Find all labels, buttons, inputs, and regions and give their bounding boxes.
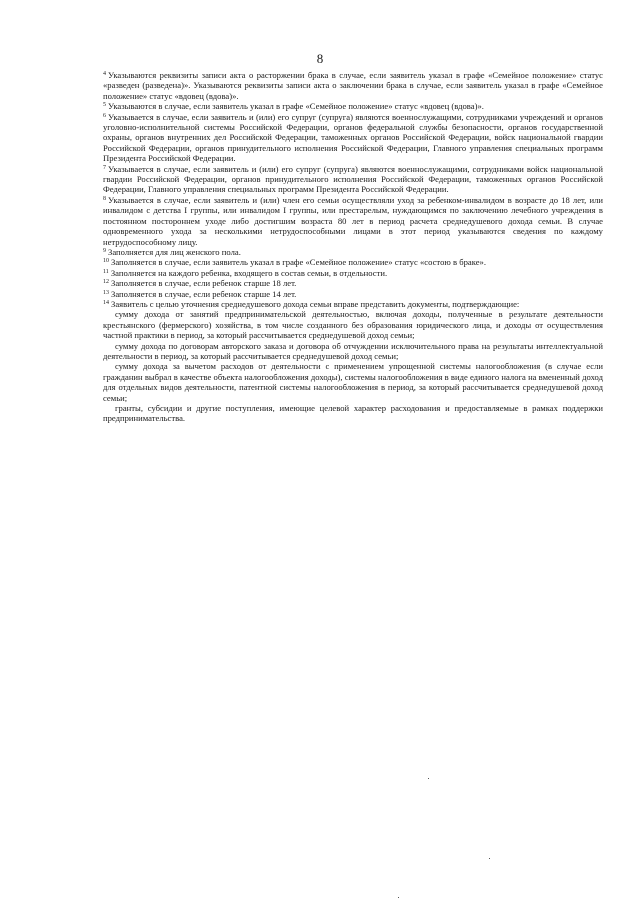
footnote-9 bbox=[103, 247, 603, 257]
footnote-number: 10 bbox=[103, 258, 110, 265]
footnote-number: 8 bbox=[103, 195, 107, 202]
footnote-number: 5 bbox=[103, 102, 107, 109]
page-number: 8 bbox=[316, 51, 324, 66]
footnote-text: Заполняется в случае, если ребенок старше 18 лет. bbox=[111, 278, 297, 289]
income-paragraph-tax-systems: сумму дохода за вычетом расходов от деятельности с применением упрощенной системы налогообложения (в случае если гражданин выбрал в качестве объекта налогообложения доходы), системы налогообложения в виде единого налога на вмененный доход для отдельных видов деятельности, патентной системы налогообложения в период, за который рассчитывается среднедушевой доход семьи; bbox=[103, 361, 603, 403]
scan-speck bbox=[489, 858, 490, 859]
footnote-number: 12 bbox=[103, 279, 110, 286]
footnote-number: 14 bbox=[103, 299, 110, 306]
income-paragraph-grants: гранты, субсидии и другие поступления, имеющие целевой характер расходования и предоставляемые в рамках поддержки предпринимательства. bbox=[103, 403, 603, 424]
footnote-11 bbox=[103, 268, 603, 278]
footnote-13 bbox=[103, 289, 603, 299]
income-paragraph-business: сумму дохода от занятий предпринимательской деятельностью, включая доходы, полученные в результате деятельности крестьянского (фермерского) хозяйства, в том числе созданного без образования юридического лица, и доходы от осуществления частной практики в период, за который рассчитывается среднедушевой доход семьи; bbox=[103, 309, 603, 341]
footnote-7 bbox=[103, 164, 603, 195]
footnote-text: Заполняется в случае, если ребенок старше 14 лет. bbox=[111, 288, 297, 299]
footnote-text: Указывается в случае, если заявитель и (или) член его семьи осуществляли уход за ребенком-инвалидом в возрасте до 18 лет, или инвалидом с детства I группы, или инвалидом I группы, или престарелым, нуждающимся по заключению лечебного учреждения в постоянном постороннем уходе либо достигшим возраста 80 лет в период расчета среднедушевого дохода семьи. В случае одновременного ухода за несколькими нетрудоспособными лицами в этот период указываются сведения по каждому нетрудоспособному лицу. bbox=[103, 194, 603, 247]
footnote-4 bbox=[103, 70, 603, 101]
footnote-8 bbox=[103, 195, 603, 247]
footnote-text: Указывается в случае, если заявитель и (или) его супруг (супруга) являются военнослужащими, сотрудниками войск национальной гвардии Российской Федерации, органов принудительного исполнения Российской Федерации, таможенных органов Российской Федерации, Главного управления специальных программ Президента Российской Федерации. bbox=[103, 163, 603, 195]
footnote-number: 4 bbox=[103, 71, 107, 77]
footnote-text: Заполняется на каждого ребенка, входящего в состав семьи, в отдельности. bbox=[110, 267, 388, 278]
footnote-6 bbox=[103, 112, 603, 164]
scan-speck bbox=[398, 897, 399, 898]
footnote-14 bbox=[103, 299, 603, 309]
footnote-text: Указываются в случае, если заявитель указал в графе «Семейное положение» статус «вдовец (вдова)». bbox=[108, 101, 484, 112]
scan-speck bbox=[428, 778, 429, 779]
footnote-number: 13 bbox=[103, 289, 110, 296]
footnote-5 bbox=[103, 101, 603, 111]
footnote-10 bbox=[103, 257, 603, 267]
footnotes-block bbox=[103, 70, 603, 424]
footnote-number: 6 bbox=[103, 112, 107, 119]
footnote-number: 9 bbox=[103, 247, 107, 254]
footnote-text: Заявитель с целью уточнения среднедушевого дохода семьи вправе представить документы, подтверждающие: bbox=[111, 298, 520, 309]
footnote-number: 7 bbox=[103, 164, 107, 171]
footnote-text: Заполняется для лиц женского пола. bbox=[108, 246, 241, 257]
footnote-12 bbox=[103, 278, 603, 288]
footnote-text: Указывается в случае, если заявитель и (или) его супруг (супруга) являются военнослужащими, сотрудниками учреждений и органов уголовно-исполнительной системы Российской Федерации, органов федеральной службы безопасности, органов государственной охраны, органов внутренних дел Российской Федерации, таможенных органов Российской Федерации, войск национальной гвардии Российской Федерации, органов принудительного исполнения Российской Федерации, Главного управления специальных программ Президента Российской Федерации. bbox=[103, 111, 603, 164]
footnote-text: Заполняется в случае, если заявитель указал в графе «Семейное положение» статус «состою в браке». bbox=[111, 257, 486, 268]
footnote-text: Указываются реквизиты записи акта о расторжении брака в случае, если заявитель указал в графе «Семейное положение» статус «разведен (разведена)». Указываются реквизиты записи акта о заключении брака в случае, если заявитель указал в графе «Семейное положение» статус «вдовец (вдова)». bbox=[103, 70, 603, 101]
income-paragraph-copyright: сумму дохода по договорам авторского заказа и договора об отчуждении исключительного права на результаты интеллектуальной деятельности в период, за который рассчитывается среднедушевой доход семьи; bbox=[103, 340, 603, 361]
footnote-number: 11 bbox=[103, 268, 109, 275]
